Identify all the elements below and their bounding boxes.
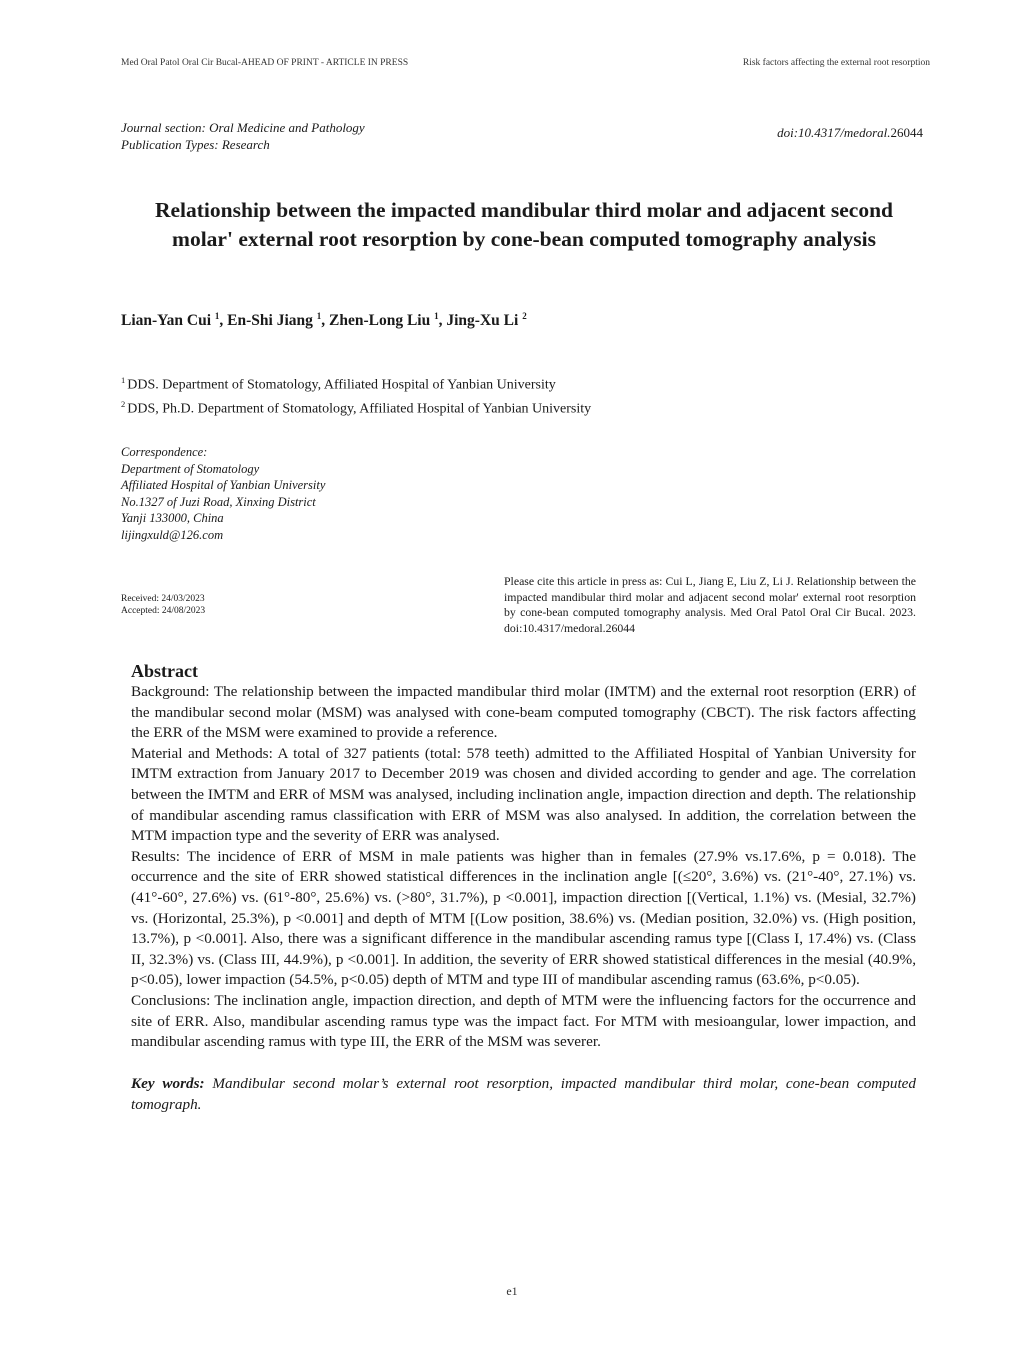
correspondence: [121, 444, 325, 544]
correspondence-line: No.1327 of Juzi Road, Xinxing District: [121, 494, 316, 509]
title-line-1: Relationship between the impacted mandibular third molar and adjacent second: [154, 198, 893, 222]
doi: [777, 125, 923, 141]
affiliations: [121, 371, 591, 418]
title-line-2: molar' external root resorption by cone-bean computed tomography analysis: [172, 227, 876, 251]
author-name: Lian-Yan Cui: [121, 312, 212, 330]
keywords-text: Mandibular second molar’s external root resorption, impacted mandibular third molar, cone-bean computed tomograph.: [131, 1074, 916, 1114]
author-name: Zhen-Long Liu: [329, 312, 431, 330]
correspondence-line: Department of Stomatology: [121, 461, 260, 476]
abstract-heading: Abstract: [131, 661, 198, 681]
doi-number: 26044: [890, 125, 923, 140]
page-number: e1: [506, 1284, 518, 1298]
abstract-conclusions: Conclusions: The inclination angle, impaction direction, and depth of MTM were the influencing factors for the occurrence and site of ERR. Also, mandibular ascending ramus type was the impact fact. For MTM with mesioangular, lower impaction, and mandibular ascending ramus with type III, the ERR of the MSM was severer.: [131, 991, 916, 1051]
affiliation-text: DDS, Ph.D. Department of Stomatology, Affiliated Hospital of Yanbian University: [127, 401, 592, 417]
correspondence-email: lijingxuld@126.com: [121, 527, 224, 542]
author-name: Jing-Xu Li: [446, 312, 519, 330]
journal-section: Journal section: Oral Medicine and Pathology: [121, 120, 365, 135]
correspondence-line: Yanji 133000, China: [121, 511, 224, 526]
citation-box: Please cite this article in press as: Cui L, Jiang E, Liu Z, Li J. Relationship between the impacted mandibular third molar and adjacent second molar' external root resorption by cone-bean computed tomography analysis. Med Oral Patol Oral Cir Bucal. 2023. doi:10.4317/medoral.26044: [504, 574, 916, 635]
affiliation-item: [121, 371, 591, 395]
affiliation-number: 1: [121, 375, 126, 385]
author-affiliation-mark: 2: [522, 311, 527, 321]
abstract-section: [131, 660, 916, 1116]
author-affiliation-mark: 1: [316, 311, 322, 321]
abstract-background: Background: The relationship between the impacted mandibular third molar (IMTM) and the external root resorption (ERR) of the mandibular second molar (MSM) was analysed with cone-beam computed tomography (CBCT). The risk factors affecting the ERR of the MSM were examined to provide a reference.: [131, 683, 916, 742]
affiliation-number: 2: [121, 398, 126, 409]
running-header-left: Med Oral Patol Oral Cir Bucal-AHEAD OF PRINT - ARTICLE IN PRESS: [121, 58, 409, 68]
correspondence-line: Affiliated Hospital of Yanbian University: [121, 478, 326, 493]
keywords-label: Key words:: [131, 1074, 205, 1092]
abstract-results: Results: The incidence of ERR of MSM in male patients was higher than in females (27.9% vs.17.6%, p = 0.018). The occurrence and the site of ERR showed statistical differences in the inclination angle [(≤20°, 3.6%) vs. (21°-40°, 27.1%) vs. (41°-60°, 27.6%) vs. (61°-80°, 25.6%) vs. (>80°, 31.7%), p <0.001], impaction direction [(Vertical, 1.1%) vs. (Mesial, 32.7%) vs. (Horizontal, 25.3%), p <0.001] and depth of MTM [(Low position, 38.6%) vs. (Median position, 32.0%) vs. (High position, 13.7%), p <0.001]. Also, there was a significant difference in the mandibular ascending ramus type [(Class I, 17.4%) vs. (Class II, 32.3%) vs. (Class III, 44.9%), p <0.001]. In addition, the severity of ERR showed statistical differences in the mesial (40.9%, p<0.05), lower impaction (54.5%, p<0.05) depth of MTM and type III of mandibular ascending ramus (63.6%, p<0.05).: [131, 847, 916, 989]
author-name: En-Shi Jiang: [227, 312, 313, 330]
author-list: Lian-Yan Cui $^1$, En-Shi Jiang $^1$, Zhen-Long Liu $^1$, Jing-Xu Li $^2$: [121, 311, 527, 330]
running-header-right: Risk factors affecting the external root resorption: [742, 58, 930, 68]
keywords: [131, 1073, 916, 1116]
affiliation-text: DDS. Department of Stomatology, Affiliated Hospital of Yanbian University: [127, 377, 556, 393]
abstract-methods: Material and Methods: A total of 327 patients (total: 578 teeth) admitted to the Affiliated Hospital of Yanbian University for IMTM extraction from January 2017 to December 2019 was chosen and divided according to gender and age. The correlation between the IMTM and ERR of MSM was analysed, including inclination angle, impaction direction and depth. The relationship of mandibular ascending ramus classification with ERR of MSM was also analysed. In addition, the correlation between the MTM impaction type and the severity of ERR was analysed.: [131, 744, 916, 845]
publication-type: Publication Types: Research: [121, 137, 270, 152]
correspondence-label: Correspondence:: [121, 445, 208, 459]
article-title: [110, 196, 938, 254]
accepted-date: Accepted: 24/08/2023: [121, 606, 206, 616]
received-date: Received: 24/03/2023: [121, 594, 205, 604]
article-meta: [121, 119, 365, 153]
affiliation-item: [121, 395, 591, 419]
article-dates: [121, 593, 205, 617]
author-affiliation-mark: 1: [434, 311, 439, 321]
doi-prefix: doi:10.4317/medoral.: [777, 125, 891, 140]
author-affiliation-mark: 1: [214, 311, 220, 321]
